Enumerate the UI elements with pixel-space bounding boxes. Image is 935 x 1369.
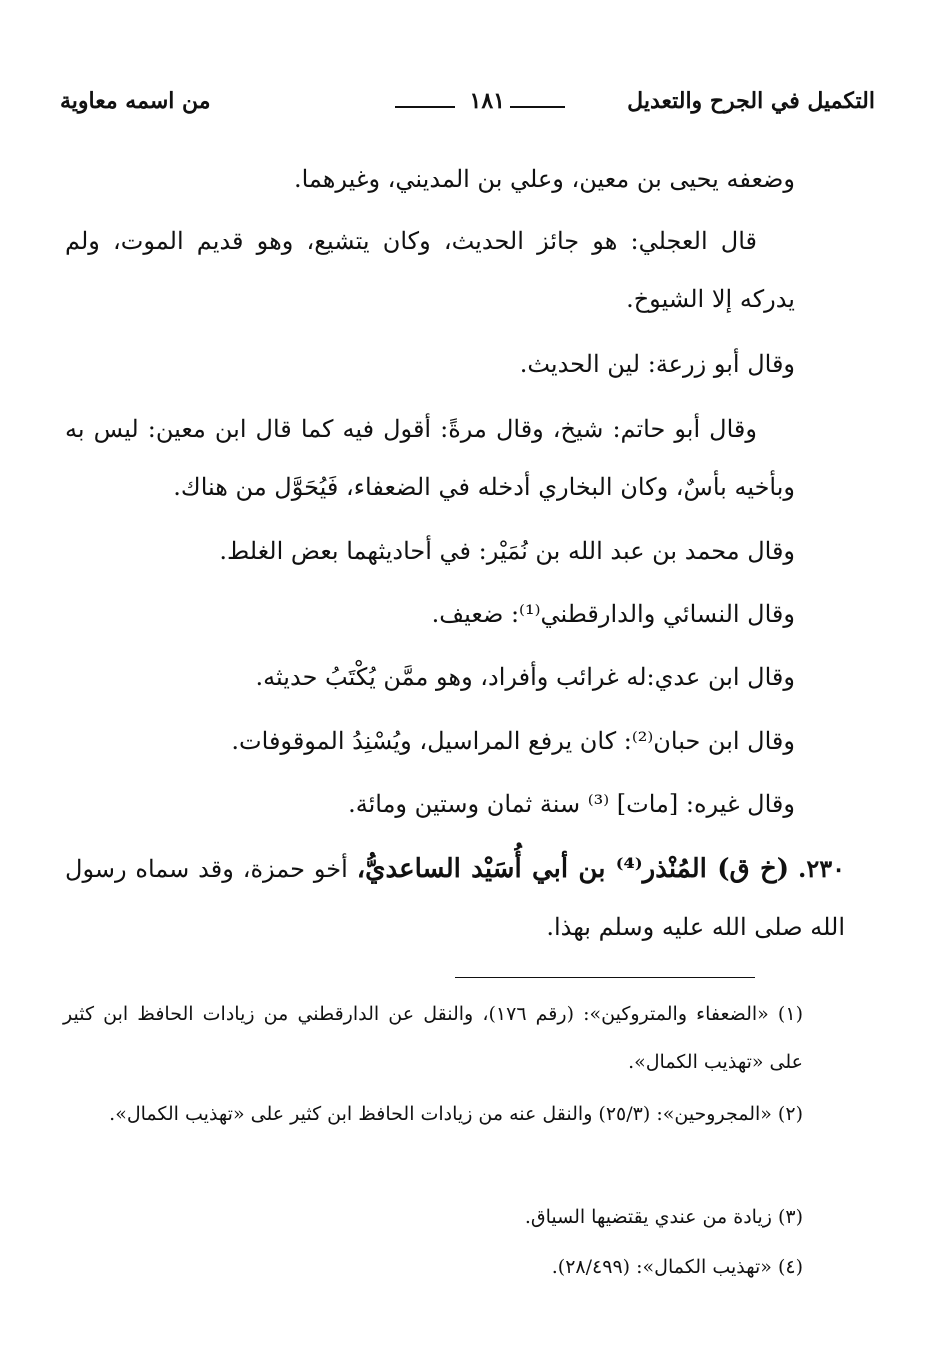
footnote: (٣) زيادة من عندي يقتضيها السياق. <box>524 1206 803 1228</box>
entry-name: (خ ق) المُنْذر⁽⁴⁾ بن أبي أُسَيْد الساعديُّ، <box>356 854 790 884</box>
paragraph: وقال غيره: [مات] ⁽³⁾ سنة ثمان وستين ومائة. <box>348 790 795 818</box>
footnote: (٤) «تهذيب الكمال»: (٢٨/٤٩٩). <box>551 1256 803 1278</box>
paragraph: وقال ابن عدي:له غرائب وأفراد، وهو ممَّن يُكْتَبُ حديثه. <box>255 663 795 691</box>
paragraph: قال العجلي: هو جائز الحديث، وكان يتشيع، وهو قديم الموت، ولم يدركه إلا الشيوخ. <box>65 227 795 313</box>
entry-number: ٢٣٠. <box>797 854 845 883</box>
paragraph: وقال محمد بن عبد الله بن نُمَيْر: في أحاديثهما بعض الغلط. <box>219 537 795 565</box>
entry-text: أخو حمزة، وقد سماه رسول الله صلى الله عليه وسلم بهذا. <box>65 855 845 941</box>
footnote: (٢) «المجروحين»: (٢٥/٣) والنقل عنه من زيادات الحافظ ابن كثير على «تهذيب الكمال». <box>109 1103 803 1125</box>
running-header <box>60 84 875 124</box>
footnote: (١) «الضعفاء والمتروكين»: (رقم ١٧٦)، والنقل عن الدارقطني من زيادات الحافظ ابن كثير على «تهذيب الكمال». <box>63 1003 803 1073</box>
header-book-title: التكميل في الجرح والتعديل <box>627 88 875 114</box>
paragraph: وضعفه يحيى بن معين، وعلي بن المديني، وغيرهما. <box>293 165 795 193</box>
paragraph: وقال أبو زرعة: لين الحديث. <box>519 350 795 378</box>
paragraph: وقال النسائي والدارقطني⁽¹⁾: ضعيف. <box>431 600 795 628</box>
paragraph: وقال ابن حبان⁽²⁾: كان يرفع المراسيل، ويُسْنِدُ الموقوفات. <box>231 727 795 755</box>
paragraph: وقال أبو حاتم: شيخ، وقال مرةً: أقول فيه كما قال ابن معين: ليس به وبأخيه بأسٌ، وكان البخاري أدخله في الضعفاء، فَيُحَوَّل من هناك. <box>65 415 795 501</box>
header-rule <box>510 106 565 108</box>
page-number: ١٨١ <box>469 88 505 114</box>
biography-entry <box>65 840 845 956</box>
footnote-separator <box>455 977 755 978</box>
header-section-title: من اسمه معاوية <box>60 88 211 114</box>
header-rule <box>395 106 455 108</box>
